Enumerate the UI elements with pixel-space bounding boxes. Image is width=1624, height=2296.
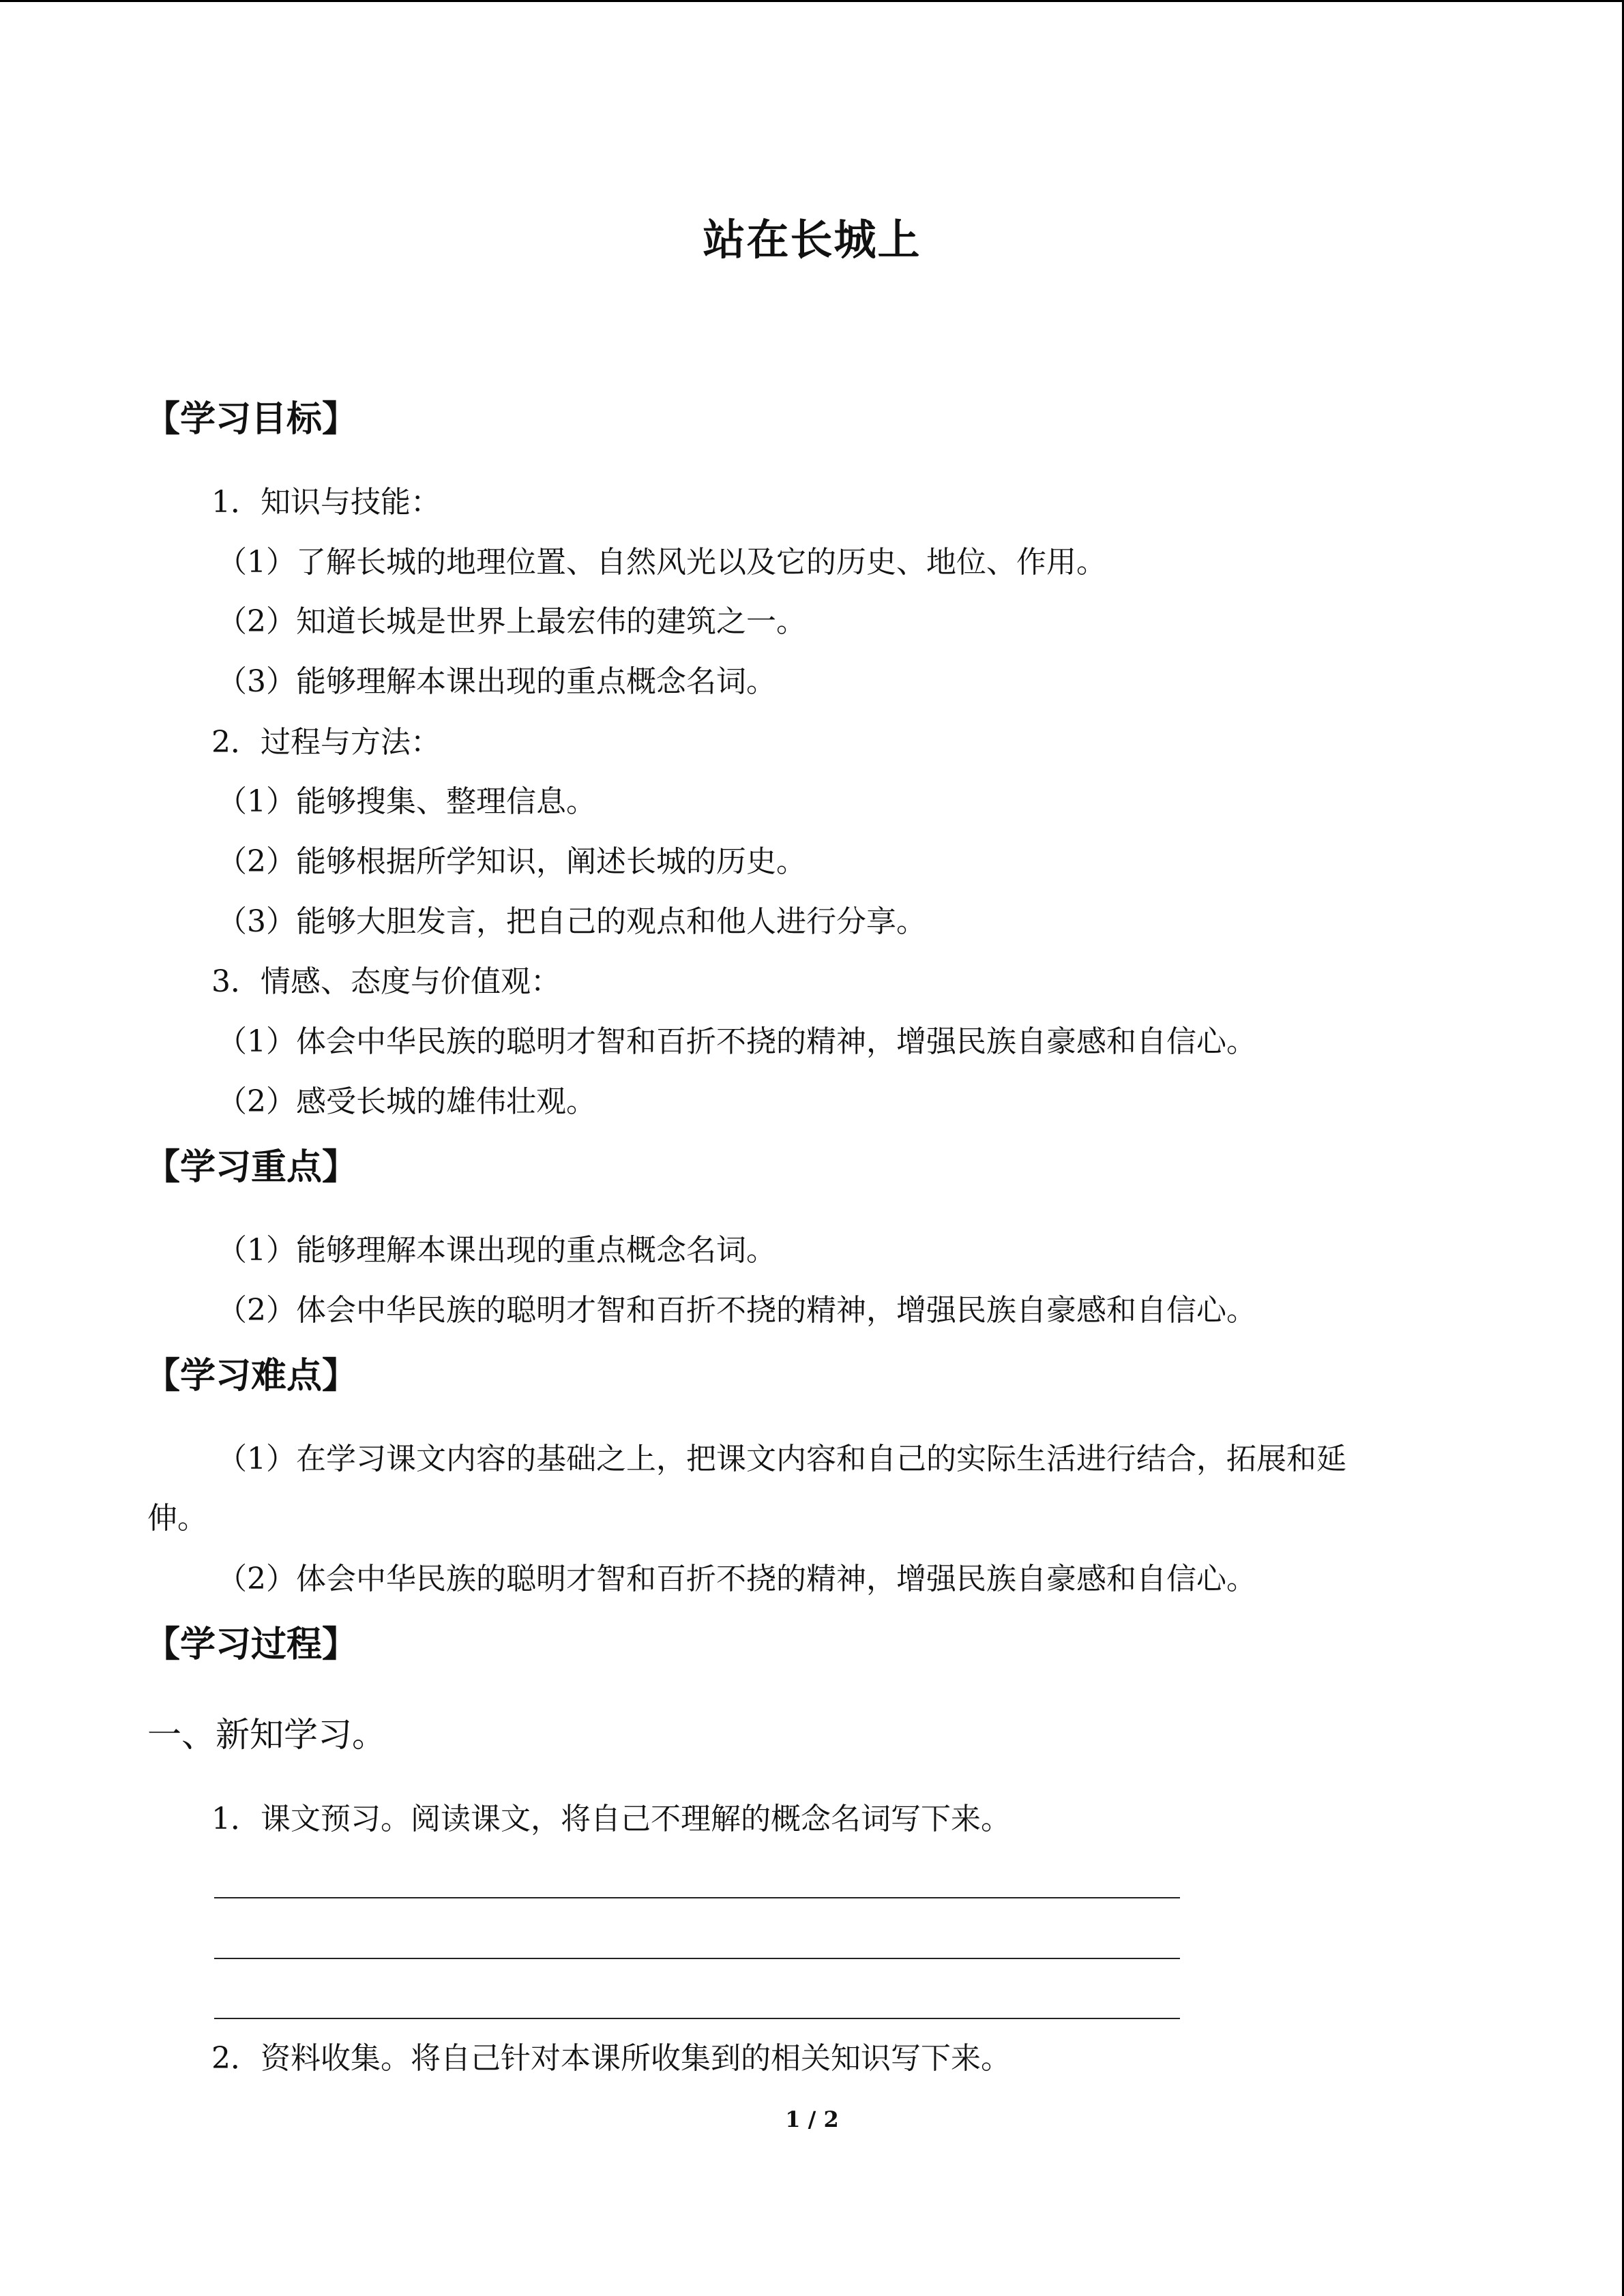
answer-blank-line[interactable] xyxy=(214,1958,1180,1959)
objective-line: （1）能够搜集、整理信息。 xyxy=(217,784,596,819)
difficulty-line: 伸。 xyxy=(147,1501,207,1536)
difficulty-line: （1）在学习课文内容的基础之上，把课文内容和自己的实际生活进行结合，拓展和延 xyxy=(217,1442,1346,1476)
section-heading-difficulties: 【学习难点】 xyxy=(145,1355,358,1397)
objective-line: 1．知识与技能： xyxy=(211,485,441,520)
process-task-line: 2．资料收集。将自己针对本课所收集到的相关知识写下来。 xyxy=(211,2041,1011,2076)
answer-blank-line[interactable] xyxy=(214,1897,1180,1898)
objective-line: （3）能够大胆发言，把自己的观点和他人进行分享。 xyxy=(217,904,926,939)
section-heading-process: 【学习过程】 xyxy=(145,1624,358,1665)
page-number: 1 / 2 xyxy=(785,2106,839,2132)
objective-line: 3．情感、态度与价值观： xyxy=(211,964,561,999)
objective-line: （2）知道长城是世界上最宏伟的建筑之一。 xyxy=(217,604,806,639)
objective-line: （3）能够理解本课出现的重点概念名词。 xyxy=(217,664,776,699)
answer-blank-line[interactable] xyxy=(214,2018,1180,2019)
section-heading-key-points: 【学习重点】 xyxy=(145,1146,358,1188)
objective-line: （1）体会中华民族的聪明才智和百折不挠的精神，增强民族自豪感和自信心。 xyxy=(217,1024,1256,1059)
section-heading-objectives: 【学习目标】 xyxy=(145,398,358,440)
part-title: 一、新知学习。 xyxy=(147,1715,386,1755)
key-point-line: （2）体会中华民族的聪明才智和百折不挠的精神，增强民族自豪感和自信心。 xyxy=(217,1293,1256,1328)
key-point-line: （1）能够理解本课出现的重点概念名词。 xyxy=(217,1233,776,1268)
difficulty-line: （2）体会中华民族的聪明才智和百折不挠的精神，增强民族自豪感和自信心。 xyxy=(217,1562,1256,1596)
objective-line: 2．过程与方法： xyxy=(211,725,441,760)
process-task-line: 1．课文预习。阅读课文，将自己不理解的概念名词写下来。 xyxy=(211,1802,1011,1836)
objective-line: （2）能够根据所学知识，阐述长城的历史。 xyxy=(217,844,806,879)
document-title: 站在长城上 xyxy=(703,215,921,265)
objective-line: （1）了解长城的地理位置、自然风光以及它的历史、地位、作用。 xyxy=(217,545,1106,580)
objective-line: （2）感受长城的雄伟壮观。 xyxy=(217,1084,596,1119)
